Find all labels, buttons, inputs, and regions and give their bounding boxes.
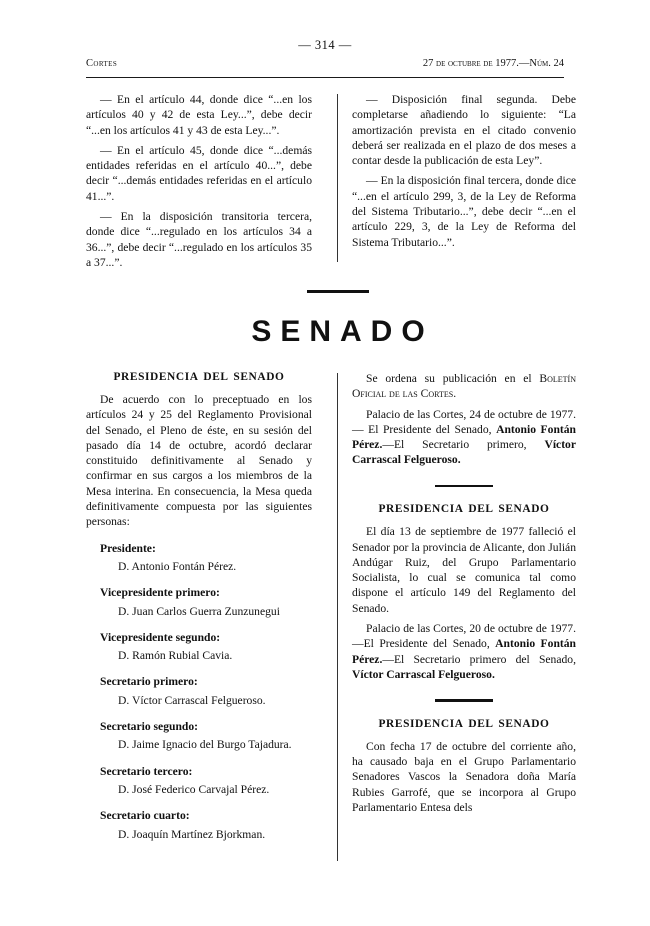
senado-column-right — [338, 371, 576, 842]
roster-role: Secretario tercero: — [100, 764, 193, 778]
roster-item — [86, 808, 312, 842]
section-heading: PRESIDENCIA DEL SENADO — [378, 503, 550, 516]
roster-item — [86, 764, 312, 798]
roster-role: Secretario primero: — [100, 675, 198, 689]
masthead-separator-rule — [307, 290, 369, 293]
signatory-president: Antonio Fontán Pérez. — [352, 422, 576, 452]
roster-person: D. Jaime Ignacio del Burgo Tajadura. — [118, 738, 292, 752]
header-rule — [86, 77, 564, 78]
running-head-left: Cortes — [86, 58, 118, 69]
roster-person: D. Juan Carlos Guerra Zunzunegui — [118, 604, 280, 618]
section-body: De acuerdo con lo preceptuado en los artículos 24 y 25 del Reglamento Provisional del Senado, el Pleno de éste, en su sesión del pasado día 14 de octubre, acordó declarar constituido definitivamente al Senado y confirmar en sus cargos a los miembros de la Mesa interina. En consecuencia, la Mesa queda definitivamente compuesta por las siguientes personas: — [86, 393, 312, 529]
roster-person: D. Antonio Fontán Pérez. — [118, 559, 237, 573]
masthead-title: SENADO — [251, 315, 434, 348]
errata-band — [86, 92, 590, 269]
errata-item: — Disposición final segunda. Debe completarse añadiendo lo siguiente: “La amortización prevista en el citado convenio deberá ser realizada en el plazo de dos meses a contar desde la publicación de esta Ley”. — [352, 93, 576, 168]
roster-person: D. José Federico Carvajal Pérez. — [118, 782, 270, 796]
signature-block: Palacio de las Cortes, 20 de octubre de 1977.—El Presidente del Senado, Antonio Fontán Pérez.—El Secretario primero del Senado, Víctor Carrascal Felgueroso. — [352, 622, 576, 681]
signatory-secretary: Víctor Carrascal Felgueroso. — [352, 667, 495, 681]
roster-role: Secretario segundo: — [100, 720, 198, 734]
boletin-oficial-name: Boletín Oficial de las Cortes — [352, 372, 576, 401]
publication-order: Se ordena su publicación en el Boletín Oficial de las Cortes. — [352, 372, 576, 401]
running-head-right: 27 de octubre de 1977.—Núm. 24 — [422, 58, 564, 69]
senado-band — [86, 371, 590, 842]
roster-person: D. Joaquín Martínez Bjorkman. — [118, 827, 266, 841]
roster-role: Vicepresidente primero: — [100, 586, 220, 600]
signature-block: Palacio de las Cortes, 24 de octubre de 1977. — El Presidente del Senado, Antonio Fontán Pérez.—El Secretario primero, Víctor Carrascal Felgueroso. — [352, 407, 576, 467]
roster-item — [86, 585, 312, 619]
section-body: Con fecha 17 de octubre del corriente año, ha causado baja en el Grupo Parlamentario Senadores Vascos la Senadora doña María Rubies Garrofé, que se incorpora al Grupo Parlamentario Entesa dels — [352, 739, 576, 814]
roster-item — [86, 541, 312, 575]
errata-column-left — [86, 92, 324, 269]
errata-item: — En la disposición transitoria tercera, donde dice “...regulado en los artículos 34 a 36...”, debe decir “...regulado en los artículos 35 a 37...”. — [86, 210, 312, 269]
signatory-secretary: Víctor Carrascal Felgueroso. — [352, 438, 576, 467]
signatory-president: Antonio Fontán Pérez. — [352, 637, 576, 666]
folio-number: — 314 — — [298, 38, 352, 52]
section-separator-rule — [435, 485, 493, 488]
roster-role: Presidente: — [100, 541, 156, 555]
column-divider-main — [337, 373, 338, 861]
masthead-block — [86, 264, 590, 349]
roster-item — [86, 630, 312, 664]
senado-column-left — [86, 371, 324, 842]
roster-person: D. Víctor Carrascal Felgueroso. — [118, 693, 266, 707]
errata-item: — En la disposición final tercera, donde dice “...en el artículo 299, 3, de la Ley de Reforma del Sistema Tributario...”, debe decir “...en el artículo 229, 3, de la Ley de Reforma del Sistema Tributario...”. — [352, 174, 576, 249]
section-heading: PRESIDENCIA DEL SENADO — [378, 717, 550, 730]
roster-role: Secretario cuarto: — [100, 809, 190, 823]
errata-item: — En el artículo 45, donde dice “...demás entidades referidas en el artículo 40...”, debe decir “...demás entidades referidas en el artículo 41...”. — [86, 143, 312, 203]
errata-column-right — [338, 92, 576, 264]
column-divider-top — [337, 94, 338, 262]
content-columns — [86, 92, 590, 842]
roster-item — [86, 719, 312, 753]
section-heading: PRESIDENCIA DEL SENADO — [113, 371, 285, 383]
roster-item — [86, 674, 312, 708]
errata-item: — En el artículo 44, donde dice “...en los artículos 40 y 42 de esta Ley...”, debe decir “...en los artículos 41 y 43 de esta Ley...”. — [86, 93, 312, 137]
roster-role: Vicepresidente segundo: — [100, 630, 221, 644]
section-body: El día 13 de septiembre de 1977 falleció el Senador por la provincia de Alicante, don Julián Andúgar Ruiz, del Grupo Parlamentario Socialista, lo cual se comunica tal como dispone el artículo 149 del Reglamento del Senado. — [352, 525, 576, 615]
running-head — [86, 58, 564, 76]
section-separator-rule — [435, 699, 493, 702]
roster-person: D. Ramón Rubial Cavia. — [118, 649, 233, 663]
